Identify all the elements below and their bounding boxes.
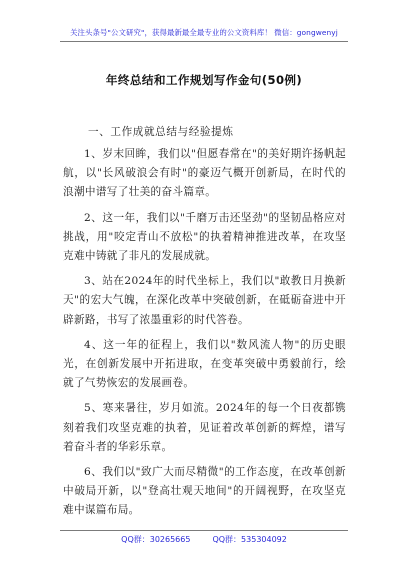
footer-qq-group-2: QQ群：535304092 — [212, 535, 287, 544]
paragraph-6: 6、我们以"致广大而尽精微"的工作态度，在改革创新中破局开新，以"登高壮观天地间"的开阔视野，在攻坚克难中谋篇布局。 — [63, 466, 346, 517]
footer-qq-group-1: QQ群：30265665 — [121, 535, 191, 544]
footer-divider — [60, 530, 348, 531]
header-banner: 关注头条号"公文研究"，获得最新最全最专业的公文资料库！ 微信：gongwenyj — [70, 28, 338, 37]
header-divider — [60, 41, 348, 42]
document-title: 年终总结和工作规划写作金句(50例) — [105, 73, 303, 87]
paragraph-3: 3、站在2024年的时代坐标上，我们以"敢教日月换新天"的宏大气魄，在深化改革中突破创新，在砥砺奋进中开辟新路，书写了浓墨重彩的时代答卷。 — [63, 275, 346, 326]
paragraph-4: 4、这一年的征程上，我们以"数风流人物"的历史眼光，在创新发展中开拓进取，在变革突破中勇毅前行，绘就了气势恢宏的发展画卷。 — [63, 338, 346, 390]
footer — [0, 534, 408, 545]
paragraph-2: 2、这一年，我们以"千磨万击还坚劲"的坚韧品格应对挑战，用"咬定青山不放松"的执着精神推进改革，在攻坚克难中铸就了非凡的发展成就。 — [63, 211, 346, 263]
document-body — [63, 145, 346, 527]
section-heading: 一、工作成就总结与经验提炼 — [88, 126, 234, 138]
paragraph-5: 5、寒来暑往，岁月如流。2024年的每一个日夜都镌刻着我们攻坚克难的执着，见证着改革创新的辉煌，谱写着奋斗者的华彩乐章。 — [63, 402, 346, 453]
paragraph-1: 1、岁末回眸，我们以"但愿春常在"的美好期许扬帆起航，以"长风破浪会有时"的豪迈气概开创新局，在时代的浪潮中谱写了壮美的奋斗篇章。 — [63, 148, 346, 199]
